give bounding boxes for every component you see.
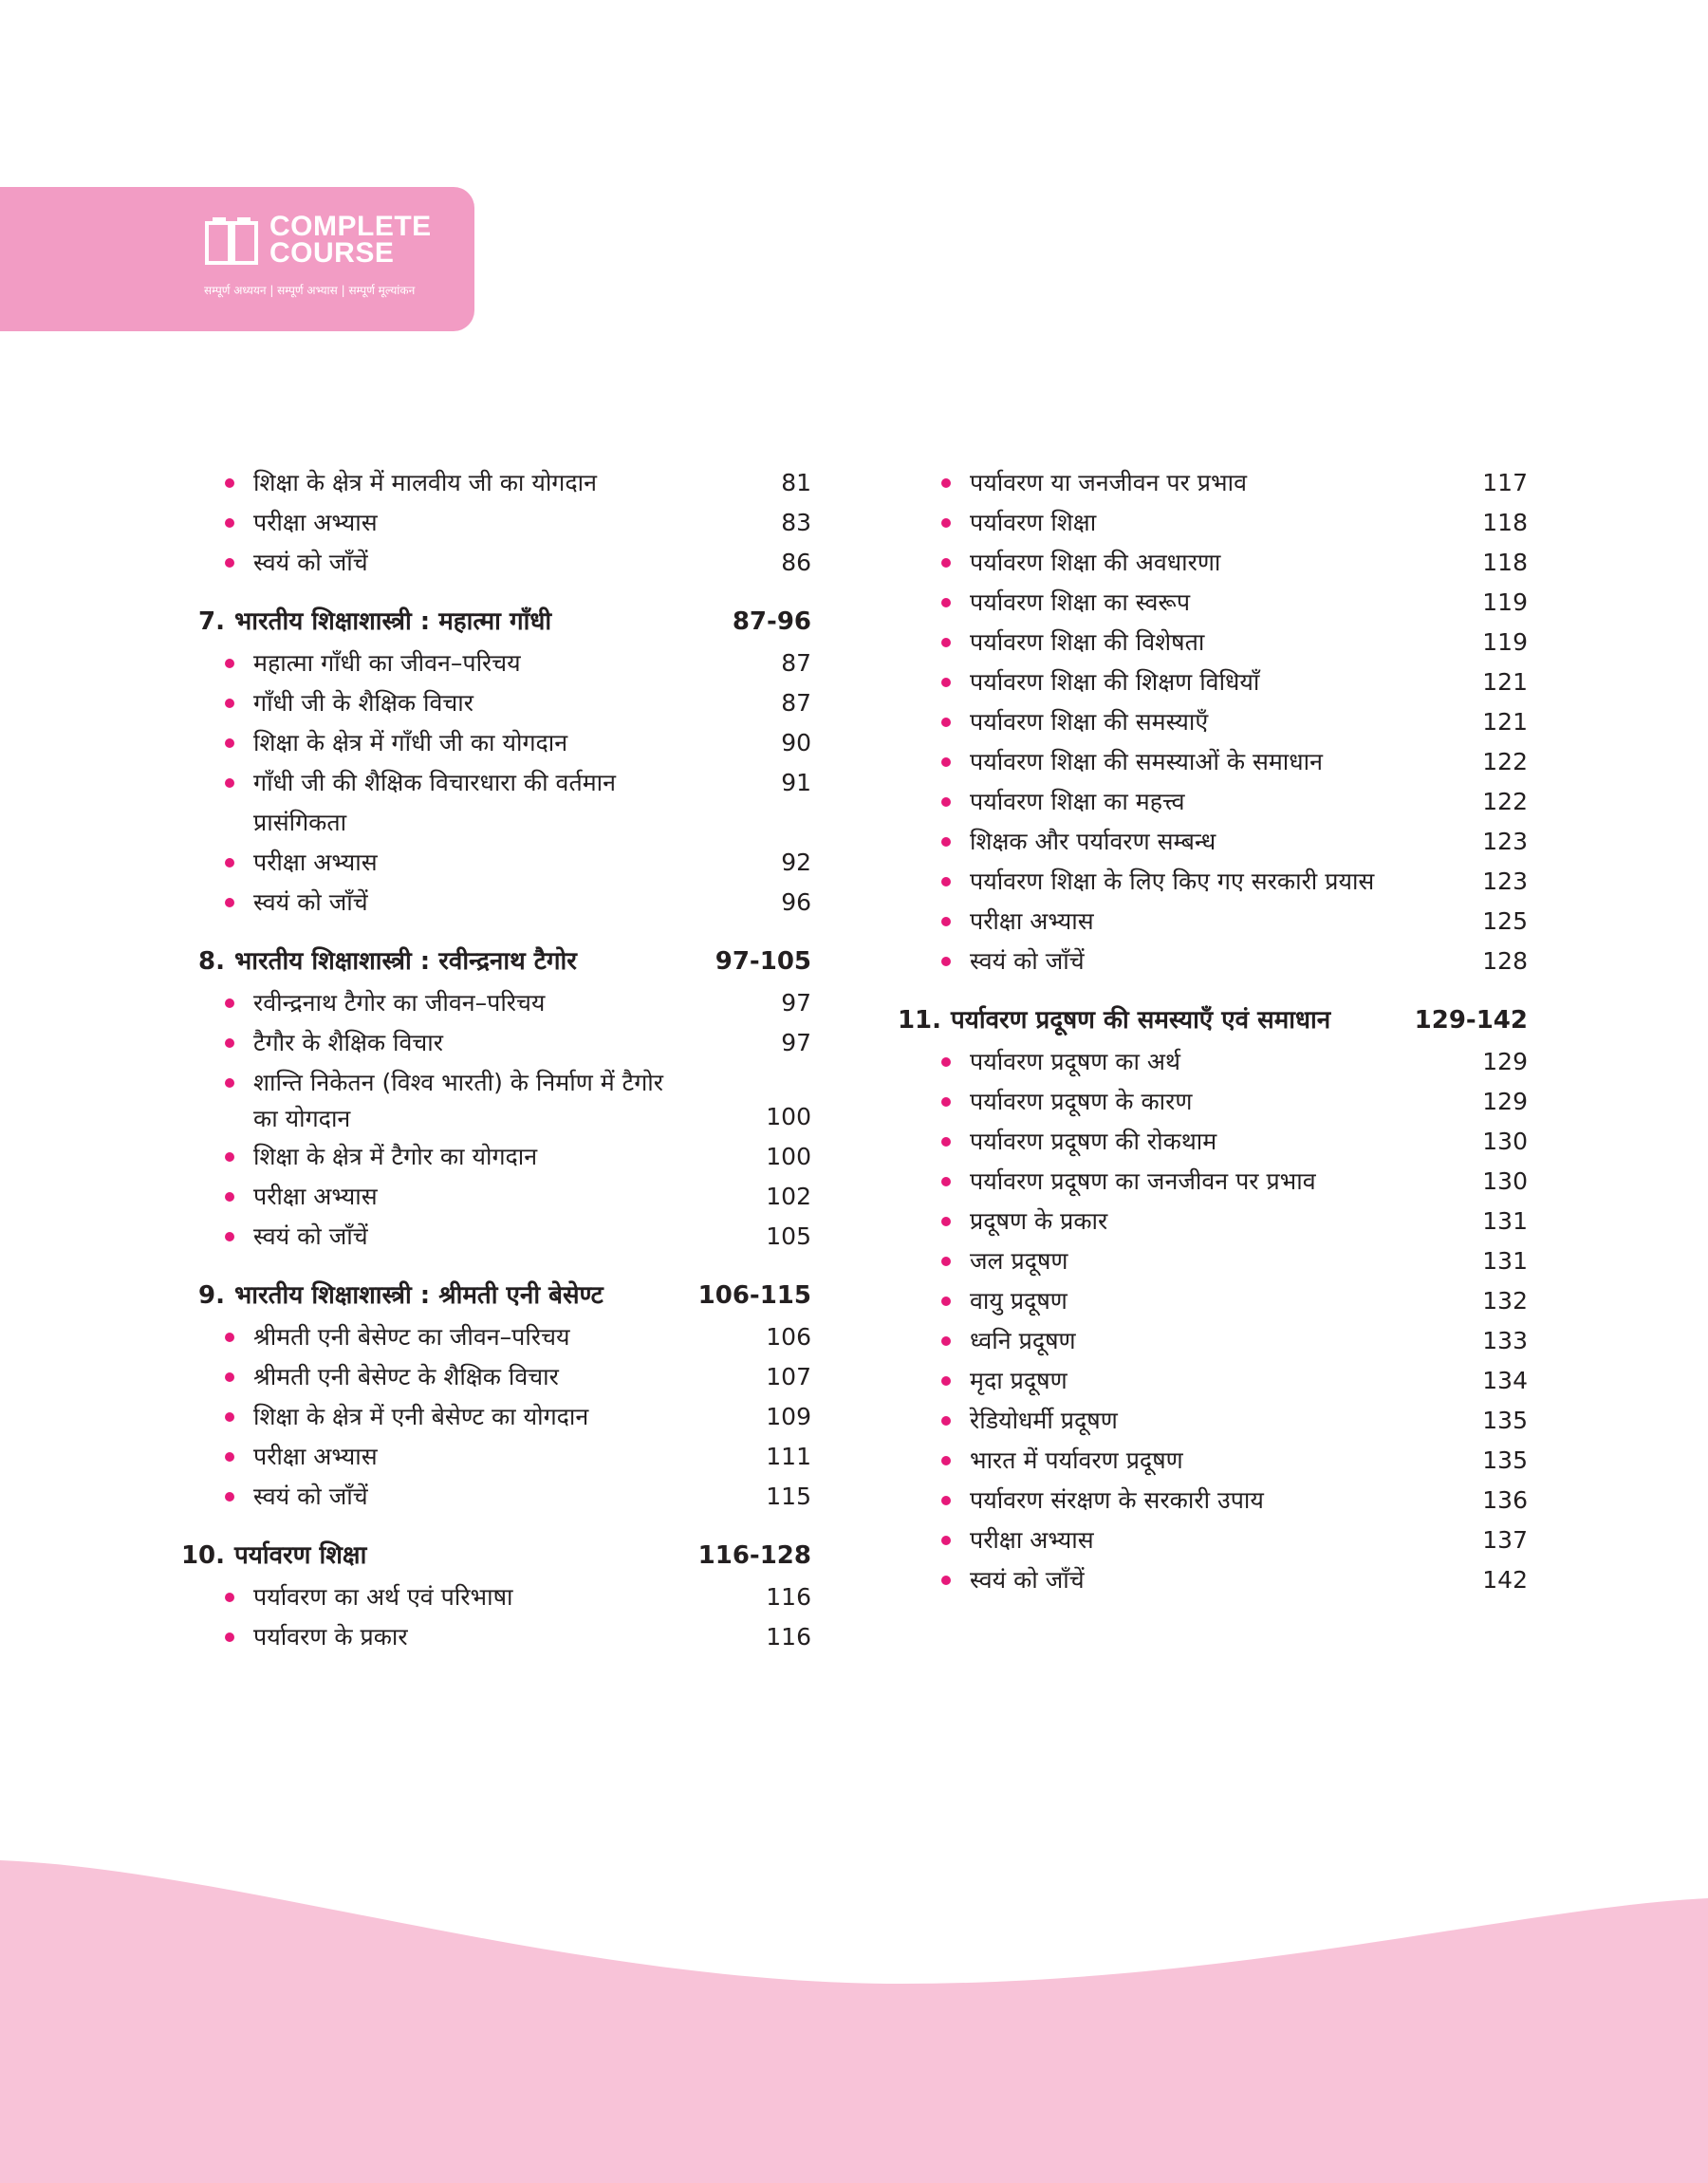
toc-item[interactable] [171, 503, 811, 543]
toc-item-title: गाँधी जी की शैक्षिक विचारधारा की वर्तमान प्रासंगिकता [253, 769, 617, 836]
toc-item-title: पर्यावरण शिक्षा के लिए किए गए सरकारी प्रयास [970, 868, 1375, 895]
bullet-dot [225, 518, 234, 528]
toc-item-title: परीक्षा अभ्यास [253, 1443, 378, 1470]
toc-item-page: 137 [1482, 1526, 1528, 1554]
toc-item-title: स्वयं को जाँचें [253, 888, 368, 916]
bullet-dot [941, 1536, 951, 1545]
chapter-pages: 106-115 [697, 1281, 811, 1310]
toc-item[interactable] [171, 644, 811, 683]
toc-item[interactable] [171, 543, 811, 583]
toc-item-page: 133 [1482, 1327, 1528, 1354]
toc-item-title: वायु प्रदूषण [970, 1287, 1068, 1315]
toc-item-title: पर्यावरण के प्रकार [253, 1623, 408, 1651]
toc-item-page: 122 [1482, 748, 1528, 775]
toc-item[interactable] [887, 1241, 1528, 1281]
bullet-dot [941, 518, 951, 528]
toc-item-title: मृदा प्रदूषण [970, 1367, 1068, 1394]
toc-item-title: स्वयं को जाँचें [253, 549, 368, 576]
toc-item-title: परीक्षा अभ्यास [253, 1183, 378, 1210]
toc-item-page: 130 [1482, 1167, 1528, 1195]
toc-item-title: पर्यावरण शिक्षा की समस्याएँ [970, 708, 1209, 736]
toc-item-title: परीक्षा अभ्यास [970, 907, 1094, 935]
bullet-dot [941, 1297, 951, 1306]
bullet-dot [225, 778, 234, 788]
toc-item-title: शिक्षा के क्षेत्र में एनी बेसेण्ट का योगदान [253, 1403, 589, 1430]
toc-item-page: 106 [766, 1323, 811, 1351]
toc-item-page: 118 [1482, 509, 1528, 536]
toc-item-title: स्वयं को जाँचें [970, 1566, 1085, 1594]
bullet-dot [941, 837, 951, 847]
toc-left-column [171, 463, 811, 1657]
toc-item[interactable] [171, 1217, 811, 1257]
chapter-title: भारतीय शिक्षाशास्त्री : महात्मा गाँधी [234, 607, 552, 636]
toc-item-title: पर्यावरण प्रदूषण का अर्थ [970, 1048, 1180, 1075]
bullet-dot [941, 1416, 951, 1426]
toc-item[interactable] [171, 1397, 811, 1437]
toc-item-page: 83 [781, 509, 811, 536]
toc-item-title: स्वयं को जाँचें [253, 1483, 368, 1510]
toc-item-page: 90 [781, 729, 811, 756]
chapter-pages: 129-142 [1414, 1006, 1528, 1035]
bullet-dot [225, 1038, 234, 1048]
chapter-heading-10[interactable] [171, 1536, 811, 1576]
toc-item-page: 135 [1482, 1446, 1528, 1474]
toc-item[interactable] [171, 983, 811, 1023]
toc-item-title: गाँधी जी के शैक्षिक विचार [253, 689, 473, 717]
chapter-pages: 116-128 [697, 1541, 811, 1570]
toc-item[interactable] [887, 782, 1528, 822]
toc-right-column [887, 463, 1528, 1600]
toc-item-page: 119 [1482, 588, 1528, 616]
toc-item-page: 109 [766, 1403, 811, 1430]
bullet-dot [941, 558, 951, 568]
toc-item-title: पर्यावरण प्रदूषण का जनजीवन पर प्रभाव [970, 1167, 1316, 1195]
toc-item-page: 116 [766, 1623, 811, 1651]
toc-item[interactable] [887, 503, 1528, 543]
bullet-dot [225, 1633, 234, 1642]
toc-item-page: 123 [1482, 868, 1528, 895]
bullet-dot [225, 699, 234, 708]
toc-item[interactable] [887, 583, 1528, 623]
toc-item-page: 132 [1482, 1287, 1528, 1315]
toc-item[interactable] [171, 1063, 811, 1137]
toc-item-page: 86 [781, 549, 811, 576]
toc-item[interactable] [171, 1617, 811, 1657]
toc-item-page: 100 [766, 1143, 811, 1170]
toc-item-title: भारत में पर्यावरण प्रदूषण [970, 1446, 1183, 1474]
toc-item[interactable] [171, 883, 811, 923]
toc-item-title: श्रीमती एनी बेसेण्ट के शैक्षिक विचार [253, 1363, 559, 1390]
toc-item[interactable] [887, 1361, 1528, 1401]
toc-item-page: 87 [781, 649, 811, 677]
bullet-dot [941, 1057, 951, 1067]
toc-item-page: 128 [1482, 947, 1528, 975]
bullet-dot [225, 558, 234, 568]
bullet-dot [225, 1412, 234, 1422]
toc-item-title: प्रदूषण के प्रकार [970, 1207, 1108, 1235]
toc-item[interactable] [171, 763, 811, 843]
bullet-dot [941, 1137, 951, 1147]
bullet-dot [941, 1336, 951, 1346]
bullet-dot [941, 1376, 951, 1386]
toc-item-page: 96 [781, 888, 811, 916]
chapter-title: भारतीय शिक्षाशास्त्री : श्रीमती एनी बेसेण्ट [234, 1281, 603, 1310]
brand-tab [0, 187, 474, 331]
toc-item[interactable] [887, 1281, 1528, 1321]
toc-item-page: 97 [781, 1029, 811, 1056]
toc-item[interactable] [887, 742, 1528, 782]
chapter-heading-9[interactable] [171, 1276, 811, 1315]
toc-item-title: परीक्षा अभ्यास [970, 1526, 1094, 1554]
chapter-title: पर्यावरण प्रदूषण की समस्याएँ एवं समाधान [951, 1006, 1331, 1035]
toc-item-title: पर्यावरण प्रदूषण के कारण [970, 1088, 1193, 1115]
toc-item-page: 87 [781, 689, 811, 717]
toc-item-title: पर्यावरण शिक्षा का स्वरूप [970, 588, 1191, 616]
toc-item-title: टैगौर के शैक्षिक विचार [253, 1029, 443, 1056]
decorative-wave [0, 1851, 1708, 2183]
toc-item[interactable] [887, 543, 1528, 583]
toc-item-page: 111 [766, 1443, 811, 1470]
toc-item-page: 134 [1482, 1367, 1528, 1394]
toc-item-title: शिक्षा के क्षेत्र में गाँधी जी का योगदान [253, 729, 568, 756]
toc-item-page: 81 [781, 469, 811, 496]
toc-item-page: 100 [766, 1103, 811, 1130]
toc-item[interactable] [171, 1137, 811, 1177]
toc-item[interactable] [171, 1577, 811, 1617]
toc-item-page: 115 [766, 1483, 811, 1510]
bullet-dot [941, 1097, 951, 1107]
bullet-dot [225, 738, 234, 748]
chapter-number: 7. [198, 607, 225, 636]
chapter-heading-11[interactable] [887, 1000, 1528, 1040]
toc-item[interactable] [887, 1082, 1528, 1122]
toc-item-title: शिक्षक और पर्यावरण सम्बन्ध [970, 828, 1216, 855]
toc-item-title: रवीन्द्रनाथ टैगोर का जीवन–परिचय [253, 989, 546, 1017]
chapter-pages: 97-105 [715, 947, 811, 976]
bullet-dot [941, 598, 951, 607]
toc-item-page: 129 [1482, 1048, 1528, 1075]
bullet-dot [941, 1576, 951, 1585]
toc-item-page: 122 [1482, 788, 1528, 815]
toc-item-title: शिक्षा के क्षेत्र में मालवीय जी का योगदान [253, 469, 598, 496]
bullet-dot [941, 1496, 951, 1505]
bullet-dot [941, 1456, 951, 1465]
toc-item-page: 131 [1482, 1247, 1528, 1275]
toc-item-page: 136 [1482, 1486, 1528, 1514]
toc-item-title: पर्यावरण शिक्षा की विशेषता [970, 628, 1205, 656]
toc-item-page: 123 [1482, 828, 1528, 855]
toc-item-page: 131 [1482, 1207, 1528, 1235]
toc-item[interactable] [171, 1357, 811, 1397]
bullet-dot [941, 718, 951, 727]
toc-item[interactable] [171, 723, 811, 763]
bullet-dot [225, 478, 234, 488]
toc-item[interactable] [887, 1401, 1528, 1441]
toc-item-title: स्वयं को जाँचें [970, 947, 1085, 975]
toc-item-title: शान्ति निकेतन (विश्व भारती) के निर्माण में टैगोर का योगदान [253, 1069, 663, 1132]
toc-item[interactable] [171, 1317, 811, 1357]
toc-item-page: 121 [1482, 708, 1528, 736]
toc-item[interactable] [887, 1162, 1528, 1202]
chapter-number: 11. [897, 1006, 941, 1035]
bullet-dot [941, 1217, 951, 1226]
bullet-dot [941, 1257, 951, 1266]
bullet-dot [225, 1372, 234, 1382]
toc-item[interactable] [887, 862, 1528, 902]
toc-item-title: पर्यावरण शिक्षा का महत्त्व [970, 788, 1185, 815]
toc-item[interactable] [887, 942, 1528, 981]
bullet-dot [225, 659, 234, 668]
open-book-icon [204, 215, 259, 267]
brand-name-line1: COMPLETE [269, 211, 432, 242]
brand-name [269, 211, 432, 269]
toc-item-page: 117 [1482, 469, 1528, 496]
toc-item-title: रेडियोधर्मी प्रदूषण [970, 1407, 1118, 1434]
toc-item-title: स्वयं को जाँचें [253, 1222, 368, 1250]
toc-item[interactable] [171, 1177, 811, 1217]
toc-item-page: 102 [766, 1183, 811, 1210]
toc-item[interactable] [887, 1481, 1528, 1521]
toc-item-title: महात्मा गाँधी का जीवन–परिचय [253, 649, 521, 677]
toc-item[interactable] [887, 902, 1528, 942]
bullet-dot [225, 1192, 234, 1202]
bullet-dot [225, 1492, 234, 1502]
toc-item[interactable] [887, 662, 1528, 702]
toc-item[interactable] [887, 463, 1528, 503]
bullet-dot [225, 898, 234, 907]
toc-item-title: पर्यावरण शिक्षा की समस्याओं के समाधान [970, 748, 1324, 775]
toc-item-title: पर्यावरण या जनजीवन पर प्रभाव [970, 469, 1247, 496]
toc-item[interactable] [171, 843, 811, 883]
bullet-dot [225, 1232, 234, 1241]
bullet-dot [941, 1177, 951, 1186]
toc-item[interactable] [887, 822, 1528, 862]
bullet-dot [941, 757, 951, 767]
chapter-title: भारतीय शिक्षाशास्त्री : रवीन्द्रनाथ टैगोर [234, 947, 577, 976]
toc-item-title: परीक्षा अभ्यास [253, 509, 378, 536]
toc-item-page: 129 [1482, 1088, 1528, 1115]
toc-item-title: पर्यावरण प्रदूषण की रोकथाम [970, 1128, 1217, 1155]
toc-item-page: 116 [766, 1583, 811, 1611]
toc-item-page: 125 [1482, 907, 1528, 935]
chapter-pages: 87-96 [732, 607, 811, 636]
bullet-dot [941, 917, 951, 926]
toc-item[interactable] [887, 702, 1528, 742]
toc-item-page: 118 [1482, 549, 1528, 576]
brand-name-line2: COURSE [269, 237, 395, 269]
toc-item[interactable] [171, 463, 811, 503]
toc-item-title: पर्यावरण संरक्षण के सरकारी उपाय [970, 1486, 1264, 1514]
toc-item[interactable] [887, 1202, 1528, 1241]
toc-item-page: 97 [781, 989, 811, 1017]
chapter-title: पर्यावरण शिक्षा [234, 1541, 367, 1570]
chapter-number: 9. [198, 1281, 225, 1310]
toc-item[interactable] [887, 1560, 1528, 1600]
toc-item-title: श्रीमती एनी बेसेण्ट का जीवन–परिचय [253, 1323, 570, 1351]
bullet-dot [941, 478, 951, 488]
toc-item-title: परीक्षा अभ्यास [253, 849, 378, 876]
toc-item-title: ध्वनि प्रदूषण [970, 1327, 1076, 1354]
brand-tagline: सम्पूर्ण अध्ययन | सम्पूर्ण अभ्यास | सम्पूर्ण मूल्यांकन [204, 284, 416, 297]
toc-item[interactable] [887, 1521, 1528, 1560]
toc-item[interactable] [887, 1321, 1528, 1361]
chapter-heading-8[interactable] [171, 942, 811, 981]
toc-item-page: 105 [766, 1222, 811, 1250]
toc-item[interactable] [171, 683, 811, 723]
toc-item-title: पर्यावरण शिक्षा की शिक्षण विधियाँ [970, 668, 1260, 696]
toc-item-page: 119 [1482, 628, 1528, 656]
chapter-number: 8. [198, 947, 225, 976]
bullet-dot [225, 1593, 234, 1602]
toc-item-page: 121 [1482, 668, 1528, 696]
bullet-dot [941, 678, 951, 687]
toc-item-page: 130 [1482, 1128, 1528, 1155]
chapter-number: 10. [180, 1541, 225, 1570]
toc-item[interactable] [171, 1477, 811, 1517]
toc-item[interactable] [887, 1122, 1528, 1162]
bullet-dot [941, 957, 951, 966]
bullet-dot [225, 1152, 234, 1162]
bullet-dot [941, 638, 951, 647]
bullet-dot [225, 858, 234, 868]
bullet-dot [225, 1452, 234, 1462]
toc-item-title: पर्यावरण शिक्षा [970, 509, 1097, 536]
toc-item-title: पर्यावरण का अर्थ एवं परिभाषा [253, 1583, 513, 1611]
toc-item[interactable] [887, 623, 1528, 662]
toc-item-page: 92 [781, 849, 811, 876]
bullet-dot [941, 797, 951, 807]
toc-item[interactable] [171, 1023, 811, 1063]
bullet-dot [225, 1333, 234, 1342]
toc-item-page: 135 [1482, 1407, 1528, 1434]
bullet-dot [941, 877, 951, 886]
toc-item[interactable] [887, 1441, 1528, 1481]
bullet-dot [225, 1078, 234, 1088]
toc-item-title: पर्यावरण शिक्षा की अवधारणा [970, 549, 1221, 576]
toc-item-title: शिक्षा के क्षेत्र में टैगोर का योगदान [253, 1143, 538, 1170]
toc-item-title: जल प्रदूषण [970, 1247, 1068, 1275]
bullet-dot [225, 998, 234, 1008]
toc-item-page: 107 [766, 1363, 811, 1390]
toc-item[interactable] [887, 1042, 1528, 1082]
chapter-heading-7[interactable] [171, 602, 811, 642]
toc-item-page: 91 [781, 769, 811, 796]
toc-item[interactable] [171, 1437, 811, 1477]
toc-item-page: 142 [1482, 1566, 1528, 1594]
